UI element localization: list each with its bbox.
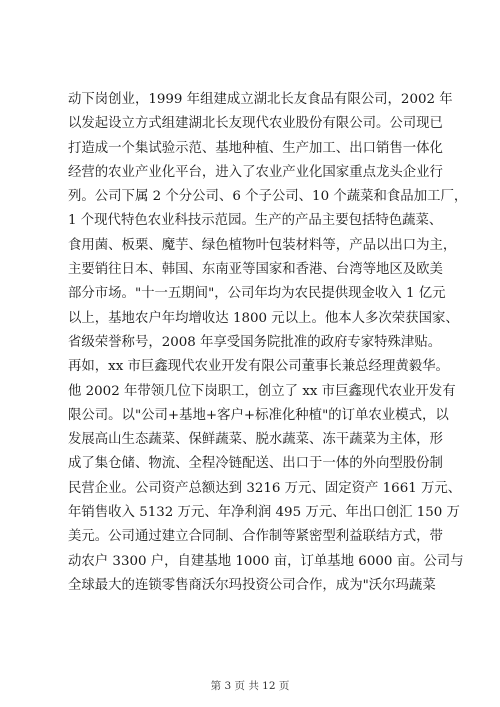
text-line: 经营的农业产业化平台，进入了农业产业化国家重点龙头企业行	[68, 164, 443, 180]
text-line: 省级荣誉称号，2008 年享受国务院批准的政府专家特殊津贴。	[68, 334, 442, 350]
text-line: 再如，xx 市巨鑫现代农业开发有限公司董事长兼总经理黄毅华。	[68, 359, 449, 375]
text-line: 发展高山生态蔬菜、保鲜蔬菜、脱水蔬菜、冻干蔬菜为主体，形	[68, 432, 443, 448]
text-line: 列。公司下属 2 个分公司、6 个子公司、10 个蔬菜和食品加工厂，	[68, 189, 468, 205]
body-text	[68, 88, 468, 598]
text-line: 美元。公司通过建立合同制、合作制等紧密型利益联结方式，带	[68, 529, 443, 545]
text-line: 全球最大的连锁零售商沃尔玛投资公司合作，成为"沃尔玛蔬菜	[68, 577, 436, 593]
text-line: 1 个现代特色农业科技示范园。生产的产品主要包括特色蔬菜、	[68, 213, 443, 229]
text-line: 年销售收入 5132 万元、年净利润 495 万元、年出口创汇 150 万	[68, 505, 460, 521]
text-line: 以上，基地农户年均增收达 1800 元以上。他本人多次荣获国家、	[68, 310, 459, 326]
text-line: 动下岗创业，1999 年组建成立湖北长友食品有限公司，2002 年	[68, 92, 453, 107]
text-line: 以发起设立方式组建湖北长友现代农业股份有限公司。公司现已	[68, 116, 443, 132]
text-line: 食用菌、板栗、魔芋、绿色植物叶包装材料等，产品以出口为主，	[68, 237, 457, 253]
text-line: 民营企业。公司资产总额达到 3216 万元、固定资产 1661 万元、	[68, 480, 462, 496]
text-line: 限公司。以"公司+基地+客户+标准化种植"的订单农业模式，以	[68, 407, 449, 423]
text-line: 打造成一个集试验示范、基地种植、生产加工、出口销售一体化	[68, 140, 443, 156]
page-number-footer: 第 3 页 共 12 页	[210, 680, 290, 692]
text-line: 成了集仓储、物流、全程冷链配送、出口于一体的外向型股份制	[68, 456, 443, 472]
text-line: 主要销往日本、韩国、东南亚等国家和香港、台湾等地区及欧美	[68, 262, 443, 278]
text-line: 部分市场。"十一五期间"，公司年均为农民提供现金收入 1 亿元	[68, 286, 446, 302]
text-line: 动农户 3300 户，自建基地 1000 亩，订单基地 6000 亩。公司与	[68, 553, 464, 569]
text-line: 他 2002 年带领几位下岗职工，创立了 xx 市巨鑫现代农业开发有	[68, 383, 456, 399]
